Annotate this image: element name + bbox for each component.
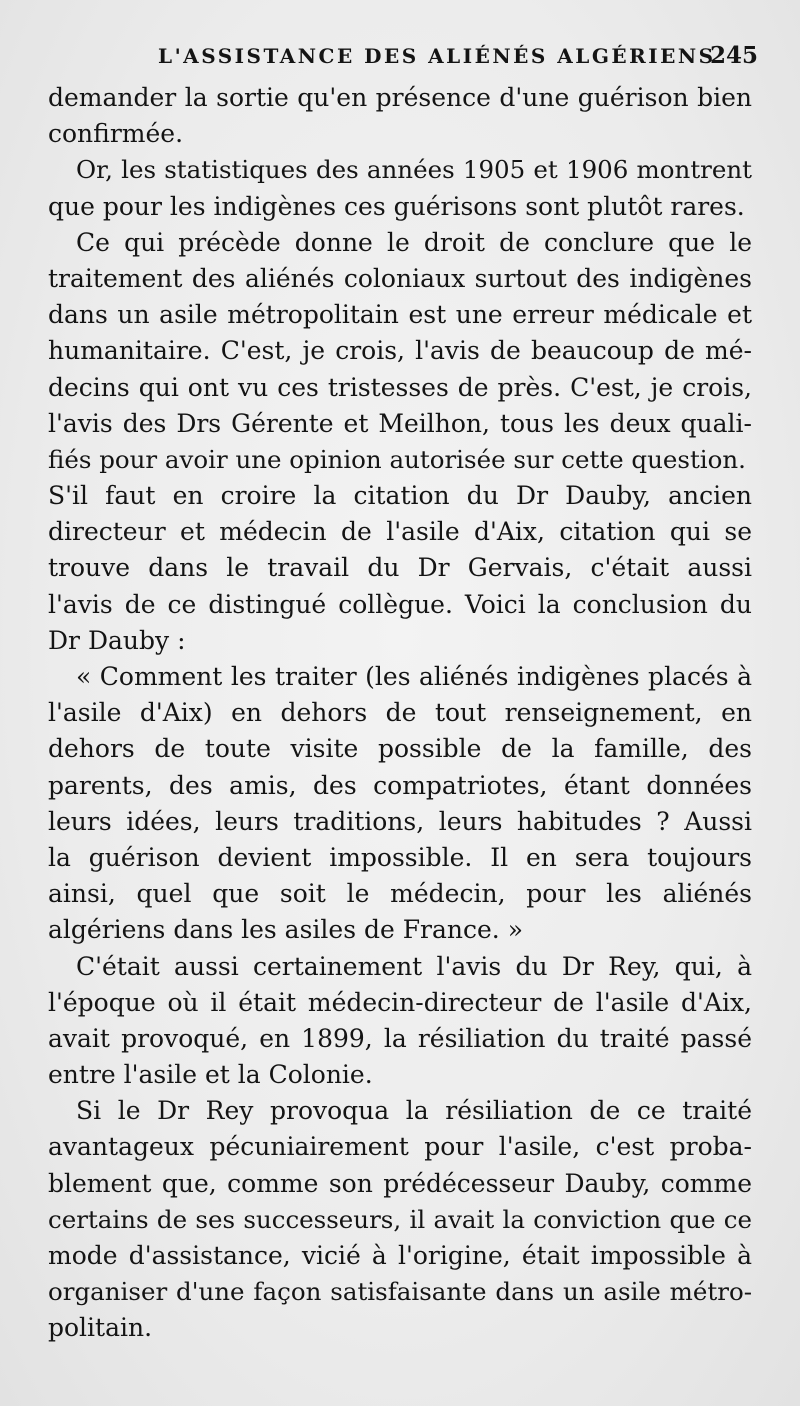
text-line: dans un asile métropolitain est une erreur médicale et [48, 300, 752, 330]
text-line: entre l'asile et la Colonie. [48, 1060, 373, 1090]
text-line: l'avis des Drs Gérente et Meilhon, tous les deux quali- [48, 408, 752, 438]
text-line: directeur et médecin de l'asile d'Aix, citation qui se [48, 517, 752, 547]
text-line: humanitaire. C'est, je crois, l'avis de beaucoup de mé- [48, 336, 752, 366]
text-line: Dr Dauby : [48, 625, 186, 655]
text-line: la guérison devient impossible. Il en sera toujours [48, 842, 752, 872]
text-line: ainsi, quel que soit le médecin, pour les aliénés [48, 879, 752, 909]
text-line: l'asile d'Aix) en dehors de tout renseignement, en [48, 698, 752, 728]
text-line: l'époque où il était médecin-directeur de l'asile d'Aix, [48, 987, 752, 1017]
text-line: confirmée. [48, 119, 184, 149]
text-line: Ce qui précède donne le droit de conclure que le [76, 227, 752, 257]
text-line: trouve dans le travail du Dr Gervais, c'était aussi [48, 553, 752, 583]
text-line: fiés pour avoir une opinion autorisée sur cette question. [48, 444, 746, 474]
page-header [40, 42, 760, 76]
text-line: avait provoqué, en 1899, la résiliation du traité passé [48, 1023, 752, 1053]
text-line: blement que, comme son prédécesseur Dauby, comme [48, 1168, 752, 1198]
text-line: mode d'assistance, vicié à l'origine, était impossible à [48, 1241, 752, 1270]
text-line: l'avis de ce distingué collègue. Voici la conclusion du [48, 589, 752, 619]
text-line: Or, les statistiques des années 1905 et 1906 montrent [76, 155, 752, 185]
text-line: decins qui ont vu ces tristesses de près. C'est, je crois, [48, 372, 752, 402]
text-line: certains de ses successeurs, il avait la conviction que ce [48, 1204, 752, 1234]
text-line: organiser d'une façon satisfaisante dans un asile métro- [48, 1277, 752, 1307]
text-line: Si le Dr Rey provoqua la résiliation de ce traité [76, 1096, 752, 1126]
running-title: L'ASSISTANCE DES ALIÉNÉS ALGÉRIENS [158, 44, 716, 68]
text-line: S'il faut en croire la citation du Dr Dauby, ancien [48, 481, 752, 511]
text-line: algériens dans les asiles de France. » [48, 915, 523, 945]
text-line: que pour les indigènes ces guérisons sont plutôt rares. [48, 191, 745, 221]
text-line: traitement des aliénés coloniaux surtout des indigènes [48, 263, 752, 293]
text-line: dehors de toute visite possible de la famille, des [48, 734, 752, 764]
text-line: C'était aussi certainement l'avis du Dr Rey, qui, à [76, 951, 752, 981]
text-body [48, 80, 752, 1347]
page-number: 245 [709, 42, 758, 69]
text-line: avantageux pécuniairement pour l'asile, c'est proba- [48, 1132, 752, 1162]
text-line: leurs idées, leurs traditions, leurs habitudes ? Aussi [48, 806, 752, 836]
text-line: « Comment les traiter (les aliénés indigènes placés à [76, 662, 752, 691]
text-line: politain. [48, 1313, 153, 1343]
text-line: demander la sortie qu'en présence d'une guérison bien [48, 83, 752, 112]
text-line: parents, des amis, des compatriotes, étant données [48, 770, 752, 800]
